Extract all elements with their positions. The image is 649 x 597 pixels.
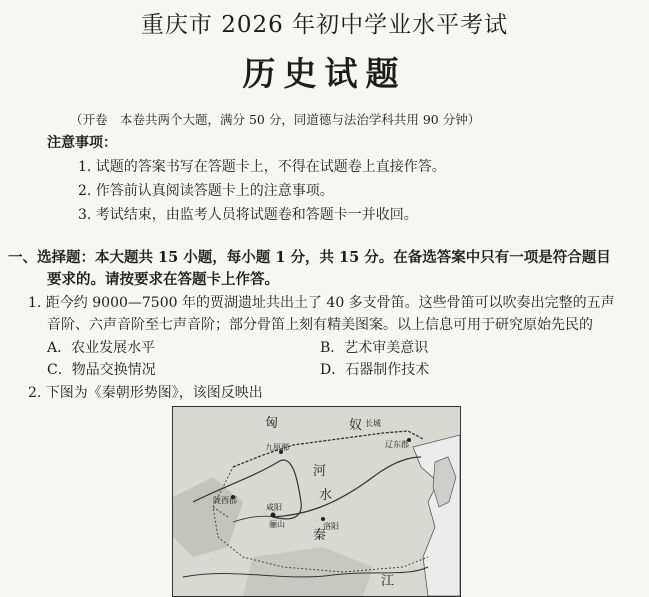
terrain-patch (173, 477, 243, 557)
map-label-xiongnu: 奴 (349, 418, 363, 433)
map-label-great-wall: 长城 (365, 419, 381, 428)
map-label-qin: 秦 (313, 528, 327, 543)
section-heading: 一、选择题：本大题共 15 小题，每小题 1 分，共 15 分。在备选答案中只有一项是符合题目 (8, 249, 611, 266)
city-marker (321, 517, 325, 521)
note-item: 1. 试题的答案书写在答题卡上，不得在试题卷上直接作答。 (78, 159, 446, 175)
map-label-jiuyuan: 九原郡 (265, 443, 289, 452)
map-label-jiang: 江 (381, 574, 395, 589)
map-label-river: 河 (313, 464, 327, 479)
city-marker (271, 513, 276, 518)
sea-area (413, 435, 460, 596)
option-c[interactable]: C．物品交换情况 (47, 362, 156, 378)
qin-map-drawing (173, 407, 460, 596)
question-1-stem: 1. 距今约 9000—7500 年的贾湖遗址共出土了 40 多支骨笛。这些骨笛可以吹奏出完整的五声 (28, 295, 615, 311)
paper-info: （开卷 本卷共两个大题，满分 50 分，同道德与法治学科共用 90 分钟） (70, 112, 481, 127)
note-item: 2. 作答前认真阅读答题卡上的注意事项。 (78, 183, 334, 199)
option-d[interactable]: D．石器制作技术 (320, 362, 430, 378)
map-label-luoyang: 洛阳 (323, 522, 339, 531)
map-label-longxi: 陇西郡 (213, 496, 237, 505)
map-label-xianyang: 咸阳 (266, 503, 282, 512)
note-item: 3. 考试结束，由监考人员将试题卷和答题卡一并收回。 (78, 207, 418, 223)
option-a[interactable]: A．农业发展水平 (47, 340, 156, 356)
map-label-xiongnu: 匈 (265, 416, 279, 431)
qin-map (172, 406, 461, 597)
exam-title: 重庆市 2026 年初中学业水平考试 (140, 12, 509, 38)
subject-title: 历史试题 (242, 54, 407, 93)
map-label-mountain: 骊山 (269, 520, 285, 529)
great-wall-line (233, 431, 423, 467)
map-label-river: 水 (319, 488, 333, 503)
map-label-liaodong: 辽东郡 (385, 440, 409, 449)
option-b[interactable]: B．艺术审美意识 (320, 340, 429, 356)
section-heading-cont: 要求的。请按要求在答题卡上作答。 (47, 271, 279, 288)
question-2-stem: 2. 下图为《秦朝形势图》，该图反映出 (28, 385, 263, 401)
notes-heading: 注意事项： (47, 135, 117, 151)
question-1-stem-cont: 音阶、六声音阶至七声音阶；部分骨笛上刻有精美图案。以上信息可用于研究原始先民的 (47, 317, 593, 333)
